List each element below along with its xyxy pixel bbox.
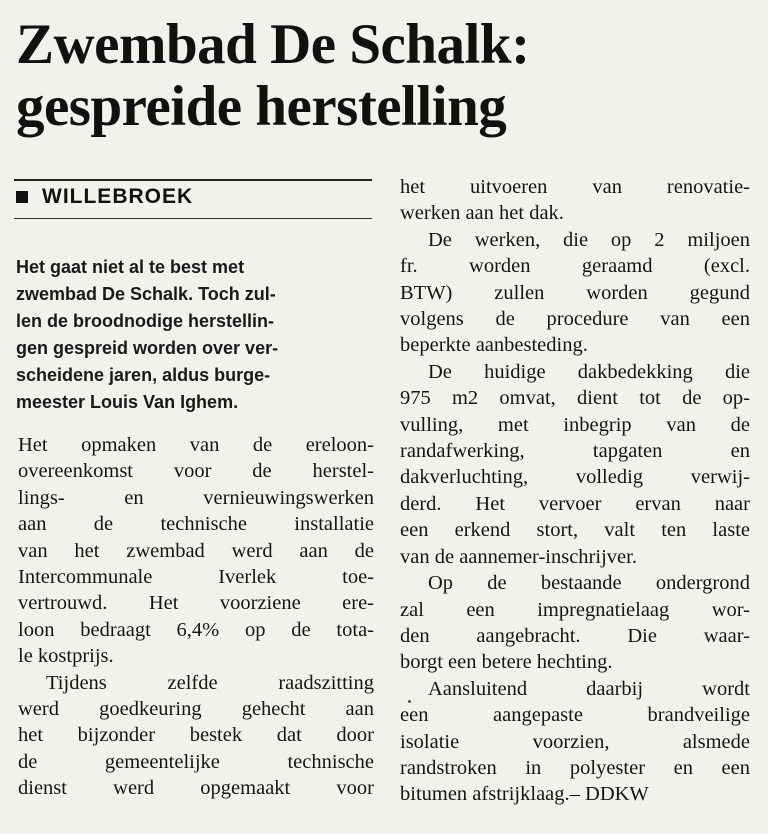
body-line: BTW) zullen worden gegund bbox=[400, 281, 750, 304]
body-line: lings- en vernieuwingswerken bbox=[18, 486, 374, 509]
body-line: van de aannemer-inschrijver. bbox=[400, 545, 637, 568]
body-line: het bijzonder bestek dat door bbox=[18, 724, 374, 747]
body-line: bitumen afstrijklaag.– DDKW bbox=[400, 783, 649, 806]
body-line: loon bedraagt 6,4% op de tota- bbox=[18, 618, 374, 641]
headline-line-2: gespreide herstelling bbox=[16, 75, 507, 138]
body-line: De huidige dakbedekking die bbox=[428, 360, 750, 383]
kicker-label: WILLEBROEK bbox=[42, 185, 194, 208]
print-speck bbox=[408, 700, 411, 703]
body-line: le kostprijs. bbox=[18, 645, 114, 668]
lead-line: zwembad De Schalk. Toch zul- bbox=[16, 284, 276, 304]
body-line: isolatie voorzien, alsmede bbox=[400, 730, 750, 753]
body-line: derd. Het vervoer ervan naar bbox=[400, 492, 750, 515]
body-line: Op de bestaande ondergrond bbox=[428, 572, 750, 595]
body-line: Intercommunale Iverlek toe- bbox=[18, 566, 374, 589]
lead-line: len de broodnodige herstellin- bbox=[16, 311, 275, 331]
lead-line: meester Louis Van Ighem. bbox=[16, 392, 239, 412]
lead-paragraph bbox=[16, 254, 366, 416]
body-line: borgt een betere hechting. bbox=[400, 651, 613, 674]
body-line: een erkend stort, valt ten laste bbox=[400, 519, 750, 542]
body-line: randstroken in polyester en een bbox=[400, 756, 750, 779]
body-line: het uitvoeren van renovatie- bbox=[400, 176, 750, 198]
lead-line: gen gespreid worden over ver- bbox=[16, 338, 279, 358]
body-line: van het zwembad werd aan de bbox=[18, 539, 374, 562]
kicker bbox=[16, 185, 193, 209]
body-line: randafwerking, tapgaten en bbox=[400, 440, 750, 463]
body-column-left bbox=[18, 432, 374, 802]
body-line: werd goedkeuring gehecht aan bbox=[18, 698, 374, 721]
body-line: dienst werd opgemaakt voor bbox=[18, 777, 374, 800]
body-line: vulling, met inbegrip van de bbox=[400, 413, 750, 436]
body-line: vertrouwd. Het voorziene ere- bbox=[18, 592, 374, 615]
headline bbox=[16, 14, 530, 138]
body-column-right bbox=[400, 174, 750, 808]
body-line: fr. worden geraamd (excl. bbox=[400, 255, 750, 278]
body-line: overeenkomst voor de herstel- bbox=[18, 460, 374, 483]
lead-line: Het gaat niet al te best met bbox=[16, 257, 245, 277]
body-line: Aansluitend daarbij wordt bbox=[428, 677, 750, 700]
body-line: 975 m2 omvat, dient tot de op- bbox=[400, 387, 750, 410]
body-line: dakverluchting, volledig verwij- bbox=[400, 466, 750, 489]
body-line: volgens de procedure van een bbox=[400, 308, 750, 331]
body-line: De werken, die op 2 miljoen bbox=[428, 228, 750, 251]
kicker-rule-top bbox=[14, 179, 372, 181]
lead-line: scheidene jaren, aldus burge- bbox=[16, 365, 271, 385]
body-line: zal een impregnatielaag wor- bbox=[400, 598, 750, 621]
body-line: de gemeentelijke technische bbox=[18, 750, 374, 773]
body-line: Het opmaken van de ereloon- bbox=[18, 434, 374, 456]
body-line: beperkte aanbesteding. bbox=[400, 334, 588, 357]
body-line: aan de technische installatie bbox=[18, 513, 374, 536]
body-line: een aangepaste brandveilige bbox=[400, 704, 750, 727]
body-line: den aangebracht. Die waar- bbox=[400, 624, 750, 647]
headline-line-1: Zwembad De Schalk: bbox=[16, 13, 530, 76]
body-line: Tijdens zelfde raadszitting bbox=[46, 671, 374, 694]
square-bullet-icon bbox=[16, 191, 28, 203]
kicker-rule-bottom bbox=[14, 218, 372, 219]
body-line: werken aan het dak. bbox=[400, 202, 564, 225]
